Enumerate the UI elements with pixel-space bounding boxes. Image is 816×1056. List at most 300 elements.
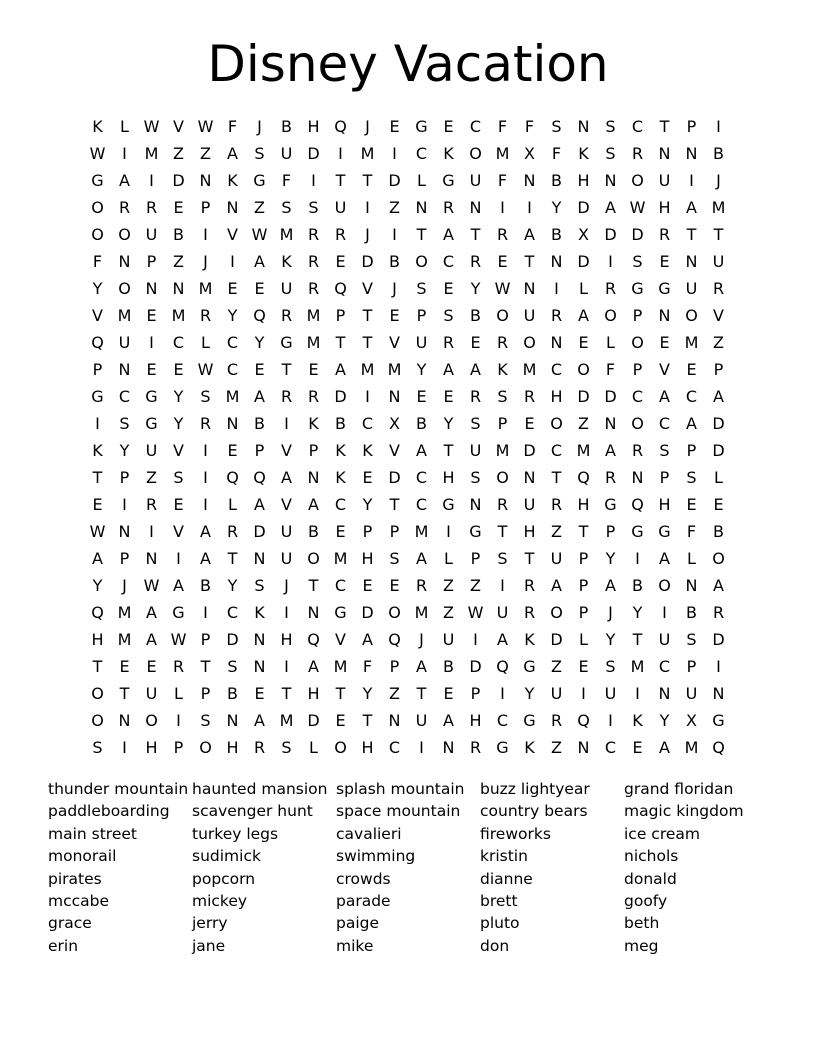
grid-letter[interactable]: N	[415, 198, 428, 217]
grid-letter[interactable]: M	[279, 711, 294, 730]
grid-letter[interactable]: D	[388, 171, 401, 190]
grid-letter[interactable]: M	[144, 144, 159, 163]
grid-letter[interactable]: B	[389, 252, 400, 271]
grid-letter[interactable]: R	[469, 387, 482, 406]
grid-letter[interactable]: R	[712, 603, 725, 622]
grid-letter[interactable]: T	[308, 576, 319, 595]
grid-letter[interactable]: P	[254, 441, 265, 460]
grid-letter[interactable]: M	[333, 657, 348, 676]
grid-letter[interactable]: U	[415, 333, 428, 352]
grid-letter[interactable]: P	[146, 252, 157, 271]
grid-letter[interactable]: O	[469, 144, 482, 163]
grid-letter[interactable]: C	[388, 738, 401, 757]
grid-letter[interactable]: E	[497, 252, 508, 271]
grid-letter[interactable]: A	[713, 576, 724, 595]
grid-letter[interactable]: N	[199, 171, 212, 190]
grid-letter[interactable]: E	[686, 360, 697, 379]
grid-letter[interactable]: L	[120, 117, 129, 136]
grid-letter[interactable]: N	[685, 252, 698, 271]
grid-letter[interactable]: U	[145, 684, 158, 703]
grid-letter[interactable]: T	[551, 468, 562, 487]
grid-letter[interactable]: B	[551, 225, 562, 244]
grid-letter[interactable]: R	[307, 387, 320, 406]
grid-letter[interactable]: B	[335, 414, 346, 433]
grid-letter[interactable]: S	[254, 144, 265, 163]
grid-letter[interactable]: D	[604, 387, 617, 406]
grid-letter[interactable]: P	[362, 522, 373, 541]
grid-letter[interactable]: Q	[91, 603, 104, 622]
grid-letter[interactable]: M	[117, 306, 132, 325]
grid-letter[interactable]: N	[577, 117, 590, 136]
grid-letter[interactable]: I	[149, 333, 154, 352]
grid-letter[interactable]: L	[309, 738, 318, 757]
grid-letter[interactable]: R	[523, 603, 536, 622]
grid-letter[interactable]: R	[469, 252, 482, 271]
grid-letter[interactable]: U	[469, 441, 482, 460]
grid-letter[interactable]: I	[203, 468, 208, 487]
grid-letter[interactable]: Z	[443, 603, 454, 622]
grid-letter[interactable]: A	[605, 441, 616, 460]
grid-letter[interactable]: M	[576, 441, 591, 460]
grid-letter[interactable]: E	[254, 684, 265, 703]
grid-letter[interactable]: C	[226, 333, 239, 352]
grid-letter[interactable]: N	[523, 279, 536, 298]
grid-letter[interactable]: E	[362, 468, 373, 487]
grid-letter[interactable]: T	[578, 522, 589, 541]
grid-letter[interactable]: N	[550, 252, 563, 271]
grid-letter[interactable]: J	[608, 603, 613, 622]
grid-letter[interactable]: L	[687, 549, 696, 568]
grid-letter[interactable]: C	[550, 441, 563, 460]
grid-letter[interactable]: U	[415, 711, 428, 730]
grid-letter[interactable]: Z	[578, 414, 589, 433]
grid-letter[interactable]: S	[470, 414, 481, 433]
grid-letter[interactable]: M	[171, 306, 186, 325]
grid-letter[interactable]: E	[173, 198, 184, 217]
grid-letter[interactable]: I	[662, 603, 667, 622]
grid-letter[interactable]: K	[524, 738, 535, 757]
grid-letter[interactable]: P	[605, 522, 616, 541]
grid-letter[interactable]: U	[145, 441, 158, 460]
grid-letter[interactable]: N	[712, 684, 725, 703]
grid-letter[interactable]: O	[91, 198, 104, 217]
grid-letter[interactable]: H	[307, 684, 320, 703]
grid-letter[interactable]: P	[578, 549, 589, 568]
grid-letter[interactable]: O	[496, 468, 509, 487]
grid-letter[interactable]: O	[712, 549, 725, 568]
grid-letter[interactable]: E	[686, 495, 697, 514]
grid-letter[interactable]: E	[659, 333, 670, 352]
grid-letter[interactable]: M	[495, 144, 510, 163]
grid-letter[interactable]: P	[389, 522, 400, 541]
grid-letter[interactable]: M	[360, 144, 375, 163]
grid-letter[interactable]: S	[551, 117, 562, 136]
grid-letter[interactable]: R	[604, 468, 617, 487]
grid-letter[interactable]: A	[200, 522, 211, 541]
grid-letter[interactable]: Y	[416, 360, 427, 379]
grid-letter[interactable]: D	[334, 387, 347, 406]
grid-letter[interactable]: E	[173, 360, 184, 379]
grid-letter[interactable]: N	[118, 360, 131, 379]
grid-letter[interactable]: A	[470, 360, 481, 379]
grid-letter[interactable]: K	[443, 144, 454, 163]
grid-letter[interactable]: M	[387, 360, 402, 379]
grid-letter[interactable]: I	[716, 117, 721, 136]
grid-letter[interactable]: T	[497, 522, 508, 541]
grid-letter[interactable]: M	[711, 198, 726, 217]
grid-letter[interactable]: E	[335, 711, 346, 730]
grid-letter[interactable]: X	[524, 144, 535, 163]
grid-letter[interactable]: T	[362, 333, 373, 352]
grid-letter[interactable]: A	[308, 657, 319, 676]
grid-letter[interactable]: Y	[173, 414, 184, 433]
grid-letter[interactable]: G	[712, 711, 725, 730]
grid-letter[interactable]: H	[361, 549, 374, 568]
grid-letter[interactable]: W	[89, 144, 106, 163]
grid-letter[interactable]: N	[145, 279, 158, 298]
grid-letter[interactable]: K	[92, 441, 103, 460]
grid-letter[interactable]: N	[145, 549, 158, 568]
grid-letter[interactable]: R	[334, 225, 347, 244]
grid-letter[interactable]: S	[173, 468, 184, 487]
grid-letter[interactable]: R	[631, 144, 644, 163]
grid-letter[interactable]: Z	[146, 468, 157, 487]
grid-letter[interactable]: I	[716, 657, 721, 676]
grid-letter[interactable]: S	[281, 198, 292, 217]
grid-letter[interactable]: O	[91, 225, 104, 244]
grid-letter[interactable]: E	[578, 333, 589, 352]
grid-letter[interactable]: J	[392, 279, 397, 298]
grid-letter[interactable]: T	[335, 684, 346, 703]
grid-letter[interactable]: I	[149, 522, 154, 541]
grid-letter[interactable]: O	[550, 603, 563, 622]
grid-letter[interactable]: B	[200, 576, 211, 595]
grid-letter[interactable]: E	[146, 657, 157, 676]
grid-letter[interactable]: K	[254, 603, 265, 622]
grid-letter[interactable]: R	[496, 333, 509, 352]
grid-letter[interactable]: E	[443, 684, 454, 703]
grid-letter[interactable]: N	[469, 198, 482, 217]
grid-letter[interactable]: A	[254, 495, 265, 514]
grid-letter[interactable]: I	[230, 252, 235, 271]
grid-letter[interactable]: T	[524, 252, 535, 271]
grid-letter[interactable]: T	[335, 333, 346, 352]
grid-letter[interactable]: A	[308, 495, 319, 514]
grid-letter[interactable]: W	[89, 522, 106, 541]
grid-letter[interactable]: E	[335, 522, 346, 541]
grid-letter[interactable]: R	[658, 225, 671, 244]
grid-letter[interactable]: M	[630, 657, 645, 676]
grid-letter[interactable]: E	[443, 117, 454, 136]
grid-letter[interactable]: Y	[119, 441, 130, 460]
grid-letter[interactable]: Y	[551, 198, 562, 217]
grid-letter[interactable]: R	[145, 495, 158, 514]
grid-letter[interactable]: O	[118, 225, 131, 244]
grid-letter[interactable]: S	[686, 468, 697, 487]
grid-letter[interactable]: A	[254, 387, 265, 406]
grid-letter[interactable]: W	[251, 225, 268, 244]
grid-letter[interactable]: O	[685, 306, 698, 325]
grid-letter[interactable]: O	[199, 738, 212, 757]
grid-letter[interactable]: J	[419, 630, 424, 649]
grid-letter[interactable]: N	[388, 387, 401, 406]
grid-letter[interactable]: A	[200, 549, 211, 568]
grid-letter[interactable]: N	[172, 279, 185, 298]
grid-letter[interactable]: U	[280, 549, 293, 568]
grid-letter[interactable]: Q	[577, 468, 590, 487]
grid-letter[interactable]: I	[176, 711, 181, 730]
grid-letter[interactable]: E	[578, 657, 589, 676]
grid-letter[interactable]: G	[253, 171, 266, 190]
grid-letter[interactable]: P	[119, 468, 130, 487]
grid-letter[interactable]: K	[227, 171, 238, 190]
grid-letter[interactable]: A	[686, 414, 697, 433]
grid-letter[interactable]: Z	[551, 522, 562, 541]
grid-letter[interactable]: E	[389, 306, 400, 325]
grid-letter[interactable]: I	[500, 576, 505, 595]
grid-letter[interactable]: Z	[173, 252, 184, 271]
grid-letter[interactable]: I	[284, 414, 289, 433]
grid-letter[interactable]: W	[467, 603, 484, 622]
grid-letter[interactable]: U	[280, 522, 293, 541]
grid-letter[interactable]: G	[496, 738, 509, 757]
grid-letter[interactable]: L	[228, 495, 237, 514]
grid-letter[interactable]: T	[200, 657, 211, 676]
grid-letter[interactable]: Q	[334, 117, 347, 136]
grid-letter[interactable]: L	[201, 333, 210, 352]
grid-letter[interactable]: C	[658, 414, 671, 433]
grid-letter[interactable]: Y	[362, 495, 373, 514]
grid-letter[interactable]: Q	[334, 279, 347, 298]
grid-letter[interactable]: I	[203, 603, 208, 622]
grid-letter[interactable]: H	[442, 468, 455, 487]
grid-letter[interactable]: C	[685, 387, 698, 406]
grid-letter[interactable]: C	[226, 360, 239, 379]
grid-letter[interactable]: G	[280, 333, 293, 352]
grid-letter[interactable]: A	[335, 360, 346, 379]
grid-letter[interactable]: I	[392, 225, 397, 244]
grid-letter[interactable]: I	[338, 144, 343, 163]
grid-letter[interactable]: U	[145, 225, 158, 244]
grid-letter[interactable]: R	[523, 387, 536, 406]
grid-letter[interactable]: C	[442, 252, 455, 271]
grid-letter[interactable]: M	[684, 333, 699, 352]
grid-letter[interactable]: B	[632, 576, 643, 595]
grid-letter[interactable]: Q	[496, 657, 509, 676]
grid-letter[interactable]: H	[361, 738, 374, 757]
grid-letter[interactable]: V	[173, 522, 184, 541]
grid-letter[interactable]: I	[95, 414, 100, 433]
grid-letter[interactable]: N	[469, 495, 482, 514]
grid-letter[interactable]: R	[442, 198, 455, 217]
grid-letter[interactable]: M	[306, 306, 321, 325]
grid-letter[interactable]: T	[119, 684, 130, 703]
grid-letter[interactable]: Z	[389, 198, 400, 217]
grid-letter[interactable]: M	[414, 522, 429, 541]
grid-letter[interactable]: W	[170, 630, 187, 649]
grid-letter[interactable]: S	[200, 387, 211, 406]
grid-letter[interactable]: Y	[470, 279, 481, 298]
grid-letter[interactable]: R	[550, 306, 563, 325]
grid-letter[interactable]: A	[416, 549, 427, 568]
grid-letter[interactable]: C	[604, 738, 617, 757]
grid-letter[interactable]: Z	[389, 684, 400, 703]
grid-letter[interactable]: M	[333, 549, 348, 568]
grid-letter[interactable]: M	[117, 603, 132, 622]
grid-letter[interactable]: A	[92, 549, 103, 568]
grid-letter[interactable]: S	[308, 198, 319, 217]
grid-letter[interactable]: A	[578, 306, 589, 325]
grid-letter[interactable]: G	[604, 495, 617, 514]
grid-letter[interactable]: I	[365, 198, 370, 217]
grid-letter[interactable]: Y	[659, 711, 670, 730]
grid-letter[interactable]: Z	[254, 198, 265, 217]
grid-letter[interactable]: P	[92, 360, 103, 379]
grid-letter[interactable]: D	[712, 441, 725, 460]
grid-letter[interactable]: K	[578, 144, 589, 163]
grid-letter[interactable]: P	[416, 306, 427, 325]
grid-letter[interactable]: B	[686, 603, 697, 622]
grid-letter[interactable]: C	[415, 468, 428, 487]
grid-letter[interactable]: F	[524, 117, 535, 136]
grid-letter[interactable]: K	[524, 630, 535, 649]
grid-letter[interactable]: C	[550, 360, 563, 379]
grid-letter[interactable]: N	[226, 414, 239, 433]
grid-letter[interactable]: N	[253, 657, 266, 676]
grid-letter[interactable]: S	[497, 549, 508, 568]
grid-letter[interactable]: S	[605, 144, 616, 163]
grid-letter[interactable]: E	[227, 441, 238, 460]
grid-letter[interactable]: Y	[632, 603, 643, 622]
grid-letter[interactable]: A	[146, 603, 157, 622]
grid-letter[interactable]: F	[551, 144, 562, 163]
grid-letter[interactable]: W	[143, 117, 160, 136]
grid-letter[interactable]: D	[469, 657, 482, 676]
grid-letter[interactable]: E	[470, 333, 481, 352]
grid-letter[interactable]: P	[578, 603, 589, 622]
grid-letter[interactable]: G	[172, 603, 185, 622]
grid-letter[interactable]: P	[308, 441, 319, 460]
grid-letter[interactable]: U	[685, 279, 698, 298]
grid-letter[interactable]: A	[362, 630, 373, 649]
grid-letter[interactable]: C	[658, 657, 671, 676]
grid-letter[interactable]: R	[496, 225, 509, 244]
grid-letter[interactable]: Y	[362, 684, 373, 703]
grid-letter[interactable]: I	[203, 495, 208, 514]
grid-letter[interactable]: Q	[253, 306, 266, 325]
grid-letter[interactable]: K	[281, 252, 292, 271]
grid-letter[interactable]: A	[551, 576, 562, 595]
grid-letter[interactable]: S	[200, 711, 211, 730]
grid-letter[interactable]: O	[604, 306, 617, 325]
grid-letter[interactable]: I	[527, 198, 532, 217]
grid-letter[interactable]: O	[550, 414, 563, 433]
grid-letter[interactable]: Y	[605, 630, 616, 649]
grid-letter[interactable]: B	[254, 414, 265, 433]
grid-letter[interactable]: I	[608, 711, 613, 730]
grid-letter[interactable]: I	[149, 171, 154, 190]
grid-letter[interactable]: B	[227, 684, 238, 703]
grid-letter[interactable]: N	[685, 144, 698, 163]
grid-letter[interactable]: P	[335, 306, 346, 325]
grid-letter[interactable]: D	[172, 171, 185, 190]
grid-letter[interactable]: N	[685, 576, 698, 595]
grid-letter[interactable]: B	[470, 306, 481, 325]
grid-letter[interactable]: W	[629, 198, 646, 217]
grid-letter[interactable]: C	[334, 495, 347, 514]
grid-letter[interactable]: I	[284, 657, 289, 676]
grid-letter[interactable]: Q	[631, 495, 644, 514]
grid-letter[interactable]: O	[631, 171, 644, 190]
grid-letter[interactable]: D	[307, 144, 320, 163]
grid-letter[interactable]: I	[203, 225, 208, 244]
grid-letter[interactable]: M	[495, 441, 510, 460]
grid-letter[interactable]: Q	[226, 468, 239, 487]
grid-letter[interactable]: A	[146, 630, 157, 649]
grid-letter[interactable]: D	[361, 252, 374, 271]
grid-letter[interactable]: T	[281, 684, 292, 703]
grid-letter[interactable]: F	[227, 117, 238, 136]
grid-letter[interactable]: E	[146, 360, 157, 379]
grid-letter[interactable]: P	[200, 630, 211, 649]
grid-letter[interactable]: K	[92, 117, 103, 136]
grid-letter[interactable]: S	[254, 576, 265, 595]
grid-letter[interactable]: S	[389, 549, 400, 568]
grid-letter[interactable]: J	[257, 117, 262, 136]
grid-letter[interactable]: V	[227, 225, 238, 244]
grid-letter[interactable]: F	[362, 657, 373, 676]
grid-letter[interactable]: U	[523, 495, 536, 514]
grid-letter[interactable]: T	[92, 657, 103, 676]
grid-letter[interactable]: I	[608, 252, 613, 271]
grid-letter[interactable]: A	[713, 387, 724, 406]
grid-letter[interactable]: R	[442, 333, 455, 352]
grid-letter[interactable]: T	[686, 225, 697, 244]
grid-letter[interactable]: V	[173, 441, 184, 460]
grid-letter[interactable]: C	[334, 576, 347, 595]
grid-letter[interactable]: E	[389, 117, 400, 136]
grid-letter[interactable]: U	[118, 333, 131, 352]
grid-letter[interactable]: D	[253, 522, 266, 541]
grid-letter[interactable]: K	[335, 441, 346, 460]
grid-letter[interactable]: P	[389, 657, 400, 676]
grid-letter[interactable]: Y	[254, 333, 265, 352]
grid-letter[interactable]: Y	[443, 414, 454, 433]
grid-letter[interactable]: B	[713, 522, 724, 541]
grid-letter[interactable]: Z	[173, 144, 184, 163]
grid-letter[interactable]: D	[226, 630, 239, 649]
grid-letter[interactable]: N	[118, 711, 131, 730]
grid-letter[interactable]: P	[578, 576, 589, 595]
grid-letter[interactable]: A	[416, 657, 427, 676]
grid-letter[interactable]: H	[550, 387, 563, 406]
grid-letter[interactable]: X	[389, 414, 400, 433]
grid-letter[interactable]: O	[523, 333, 536, 352]
grid-letter[interactable]: U	[658, 171, 671, 190]
grid-letter[interactable]: U	[685, 684, 698, 703]
grid-letter[interactable]: K	[362, 441, 373, 460]
grid-letter[interactable]: R	[172, 657, 185, 676]
grid-letter[interactable]: I	[581, 684, 586, 703]
grid-letter[interactable]: E	[335, 252, 346, 271]
grid-letter[interactable]: S	[605, 117, 616, 136]
grid-letter[interactable]: H	[145, 738, 158, 757]
grid-letter[interactable]: E	[416, 387, 427, 406]
grid-letter[interactable]: A	[659, 387, 670, 406]
grid-letter[interactable]: A	[524, 225, 535, 244]
grid-letter[interactable]: G	[469, 522, 482, 541]
grid-letter[interactable]: A	[254, 252, 265, 271]
